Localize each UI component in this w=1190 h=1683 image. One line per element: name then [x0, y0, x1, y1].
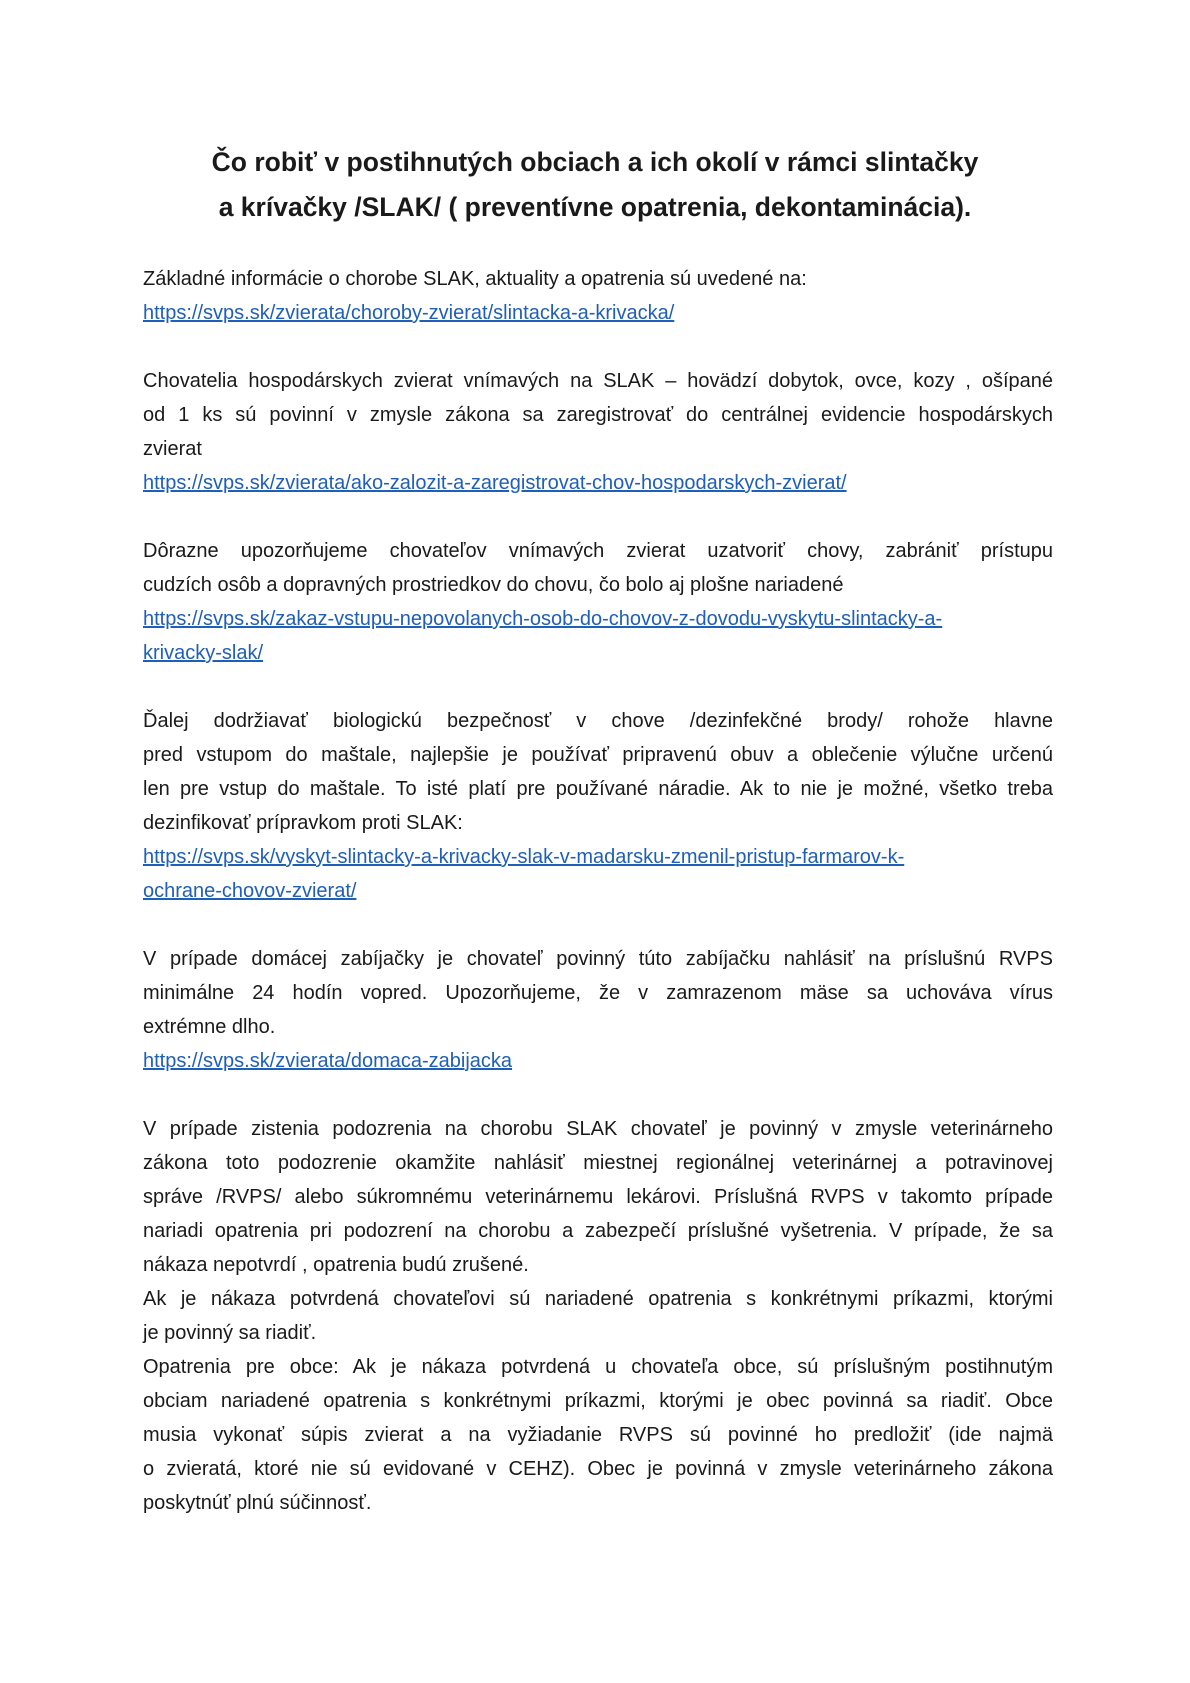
paragraph-line: obciam nariadené opatrenia s konkrétnymi príkazmi, ktorými je obec povinná sa riadiť. Obce: [143, 1390, 1053, 1412]
paragraph-line: správe /RVPS/ alebo súkromnému veterinárnemu lekárovi. Príslušná RVPS v takomto prípade: [143, 1186, 1053, 1208]
paragraph-line: extrémne dlho.: [143, 1016, 276, 1038]
paragraph-line: poskytnúť plnú súčinnosť.: [143, 1492, 372, 1514]
paragraph-line: len pre vstup do maštale. To isté platí pre používané náradie. Ak to nie je možné, všetko treba: [143, 778, 1053, 800]
paragraph-line: V prípade zistenia podozrenia na chorobu SLAK chovateľ je povinný v zmysle veterinárneho: [143, 1118, 1053, 1140]
paragraph-line: cudzích osôb a dopravných prostriedkov do chovu, čo bolo aj plošne nariadené: [143, 574, 844, 596]
link-vyskyt-madarsko-part-2[interactable]: ochrane-chovov-zvierat/: [143, 880, 357, 902]
paragraph-line: od 1 ks sú povinní v zmysle zákona sa zaregistrovať do centrálnej evidencie hospodárskych: [143, 404, 1053, 426]
paragraph-close-farms: [143, 534, 1053, 670]
paragraph-line: zákona toto podozrenie okamžite nahlásiť miestnej regionálnej veterinárnej a potravinovej: [143, 1152, 1053, 1174]
paragraph-suspicion-measures: [143, 1112, 1053, 1520]
link-zakaz-vstupu-part-1[interactable]: https://svps.sk/zakaz-vstupu-nepovolanych-osob-do-chovov-z-dovodu-vyskytu-slintacky-a-: [143, 608, 943, 630]
paragraph-line: Chovatelia hospodárskych zvierat vnímavých na SLAK – hovädzí dobytok, ovce, kozy , ošípané: [143, 370, 1053, 392]
title-line-2: a krívačky /SLAK/ ( preventívne opatrenia, dekontaminácia).: [218, 192, 972, 222]
paragraph-line: V prípade domácej zabíjačky je chovateľ povinný túto zabíjačku nahlásiť na príslušnú RVPS: [143, 948, 1053, 970]
paragraph-registration: [143, 364, 1053, 500]
title-line-1: Čo robiť v postihnutých obciach a ich okolí v rámci slintačky: [211, 147, 979, 177]
paragraph-line: Ďalej dodržiavať biologickú bezpečnosť v chove /dezinfekčné brody/ rohože hlavne: [143, 710, 1053, 732]
paragraph-line: Ak je nákaza potvrdená chovateľovi sú nariadené opatrenia s konkrétnymi príkazmi, ktorými: [143, 1288, 1053, 1310]
paragraph-line: nariadi opatrenia pri podozrení na chorobu a zabezpečí príslušné vyšetrenia. V prípade, že sa: [143, 1220, 1053, 1242]
paragraph-biosecurity: [143, 704, 1053, 908]
link-vyskyt-madarsko-part-1[interactable]: https://svps.sk/vyskyt-slintacky-a-krivacky-slak-v-madarsku-zmenil-pristup-farmarov-k-: [143, 846, 905, 868]
link-slintacka-a-krivacka[interactable]: https://svps.sk/zvierata/choroby-zvierat/slintacka-a-krivacka/: [143, 302, 675, 324]
paragraph-line: o zvieratá, ktoré nie sú evidované v CEHZ). Obec je povinná v zmysle veterinárneho zákona: [143, 1458, 1053, 1480]
paragraph-line: dezinfikovať prípravkom proti SLAK:: [143, 812, 463, 834]
paragraph-line: zvierat: [143, 438, 202, 460]
paragraph-line: je povinný sa riadiť.: [143, 1322, 317, 1344]
document-body: [143, 262, 1053, 1520]
paragraph-line: musia vykonať súpis zvierat a na vyžiadanie RVPS sú povinné ho predložiť (ide najmä: [143, 1424, 1053, 1446]
link-domaca-zabijacka[interactable]: https://svps.sk/zvierata/domaca-zabijacka: [143, 1050, 513, 1072]
document-title: [100, 140, 1090, 230]
link-registracia-chovu[interactable]: https://svps.sk/zvierata/ako-zalozit-a-zaregistrovat-chov-hospodarskych-zvierat/: [143, 472, 847, 494]
link-zakaz-vstupu-part-2[interactable]: krivacky-slak/: [143, 642, 264, 664]
paragraph-home-slaughter: [143, 942, 1053, 1078]
paragraph-line: pred vstupom do maštale, najlepšie je používať pripravenú obuv a oblečenie výlučne určenú: [143, 744, 1053, 766]
paragraph-text: Základné informácie o chorobe SLAK, aktuality a opatrenia sú uvedené na:: [143, 268, 807, 290]
paragraph-line: Opatrenia pre obce: Ak je nákaza potvrdená u chovateľa obce, sú príslušným postihnutým: [143, 1356, 1053, 1378]
paragraph-line: nákaza nepotvrdí , opatrenia budú zrušené.: [143, 1254, 529, 1276]
paragraph-basic-info: [143, 262, 1053, 330]
paragraph-line: minimálne 24 hodín vopred. Upozorňujeme, že v zamrazenom mäse sa uchováva vírus: [143, 982, 1053, 1004]
paragraph-line: Dôrazne upozorňujeme chovateľov vnímavých zvierat uzatvoriť chovy, zabrániť prístupu: [143, 540, 1053, 562]
